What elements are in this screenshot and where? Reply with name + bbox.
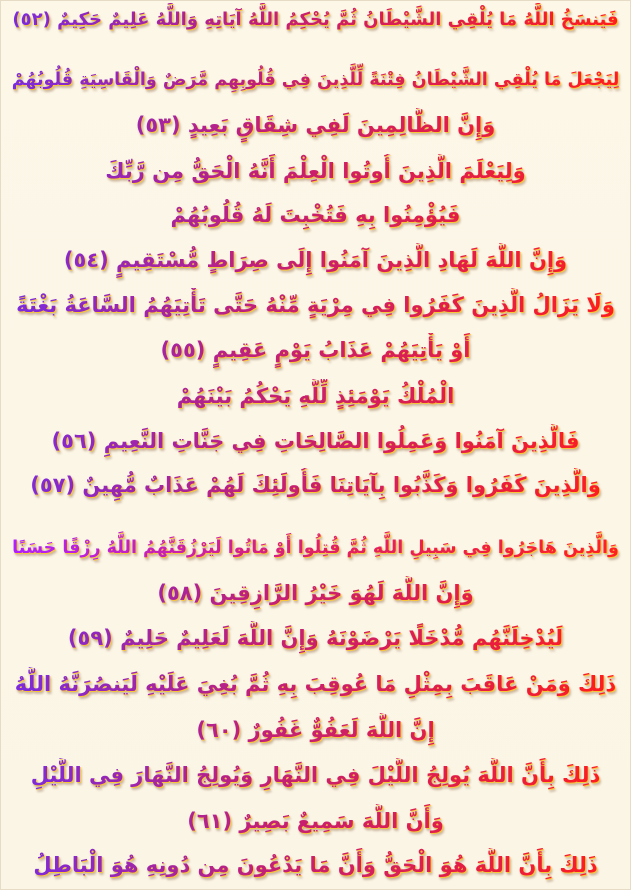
verse-line: ذَلِكَ بِأَنَّ اللَّهَ هُوَ الْحَقُّ وَأَنَّ مَا يَدْعُونَ مِن دُونِهِ هُوَ الْبَاطِلُ bbox=[11, 848, 620, 884]
verse-line: فَيَنسَخُ اللَّهُ مَا يُلْقِي الشَّيْطَانُ ثُمَّ يُحْكِمُ اللَّهُ آيَاتِهِ وَاللَّهُ عَلِيمٌ حَكِيمٌ (٥٢) bbox=[11, 3, 620, 39]
verse-line: لَيُدْخِلَنَّهُم مُّدْخَلًا يَرْضَوْنَهُ وَإِنَّ اللَّهَ لَعَلِيمٌ حَلِيمٌ (٥٩) bbox=[11, 621, 620, 657]
verse-line: وَإِنَّ اللَّهَ لَهُوَ خَيْرُ الرَّازِقِينَ (٥٨) bbox=[11, 576, 620, 612]
verse-line: وَإِنَّ الظَّالِمِينَ لَفِي شِقَاقٍ بَعِيدٍ (٥٣) bbox=[11, 108, 620, 144]
verse-line: وَلَا يَزَالُ الَّذِينَ كَفَرُوا فِي مِرْيَةٍ مِّنْهُ حَتَّى تَأْتِيَهُمُ السَّاعَةُ بَغْتَةً bbox=[11, 288, 620, 324]
verse-list bbox=[1, 1, 630, 889]
verse-line: الْمُلْكُ يَوْمَئِذٍ لِّلَّهِ يَحْكُمُ بَيْنَهُمْ bbox=[11, 379, 620, 415]
verse-line: أَوْ يَأْتِيَهُمْ عَذَابُ يَوْمٍ عَقِيمٍ (٥٥) bbox=[11, 333, 620, 369]
verse-line: فَالَّذِينَ آمَنُوا وَعَمِلُوا الصَّالِحَاتِ فِي جَنَّاتِ النَّعِيمِ (٥٦) bbox=[11, 424, 620, 460]
verse-line: لِيَجْعَلَ مَا يُلْقِي الشَّيْطَانُ فِتْنَةً لِّلَّذِينَ فِي قُلُوبِهِم مَّرَضٌ وَالْقَاسِيَةِ قُلُوبُهُمْ bbox=[11, 63, 620, 99]
verse-line: وَأَنَّ اللَّهَ سَمِيعٌ بَصِيرٌ (٦١) bbox=[11, 804, 620, 840]
verse-line: وَالَّذِينَ هَاجَرُوا فِي سَبِيلِ اللَّهِ ثُمَّ قُتِلُوا أَوْ مَاتُوا لَيَرْزُقَنَّهُمُ اللَّهُ رِزْقًا حَسَنًا bbox=[11, 531, 620, 567]
verse-line: ذَلِكَ بِأَنَّ اللَّهَ يُولِجُ اللَّيْلَ فِي النَّهَارِ وَيُولِجُ النَّهَارَ فِي اللَّيْلِ bbox=[11, 758, 620, 794]
verse-line: ذَلِكَ وَمَنْ عَاقَبَ بِمِثْلِ مَا عُوقِبَ بِهِ ثُمَّ بُغِيَ عَلَيْهِ لَيَنصُرَنَّهُ اللَّهُ bbox=[11, 667, 620, 703]
verse-line: إِنَّ اللَّهَ لَعَفُوٌّ غَفُورٌ (٦٠) bbox=[11, 713, 620, 749]
verse-line: وَإِنَّ اللَّهَ لَهَادِ الَّذِينَ آمَنُوا إِلَى صِرَاطٍ مُّسْتَقِيمٍ (٥٤) bbox=[11, 243, 620, 279]
verse-line: وَالَّذِينَ كَفَرُوا وَكَذَّبُوا بِآيَاتِنَا فَأُولَئِكَ لَهُمْ عَذَابٌ مُّهِينٌ (٥٧) bbox=[11, 468, 620, 504]
verse-line: وَلِيَعْلَمَ الَّذِينَ أُوتُوا الْعِلْمَ أَنَّهُ الْحَقُّ مِن رَّبِّكَ bbox=[11, 154, 620, 190]
verse-line: فَيُؤْمِنُوا بِهِ فَتُخْبِتَ لَهُ قُلُوبُهُمْ bbox=[11, 198, 620, 234]
